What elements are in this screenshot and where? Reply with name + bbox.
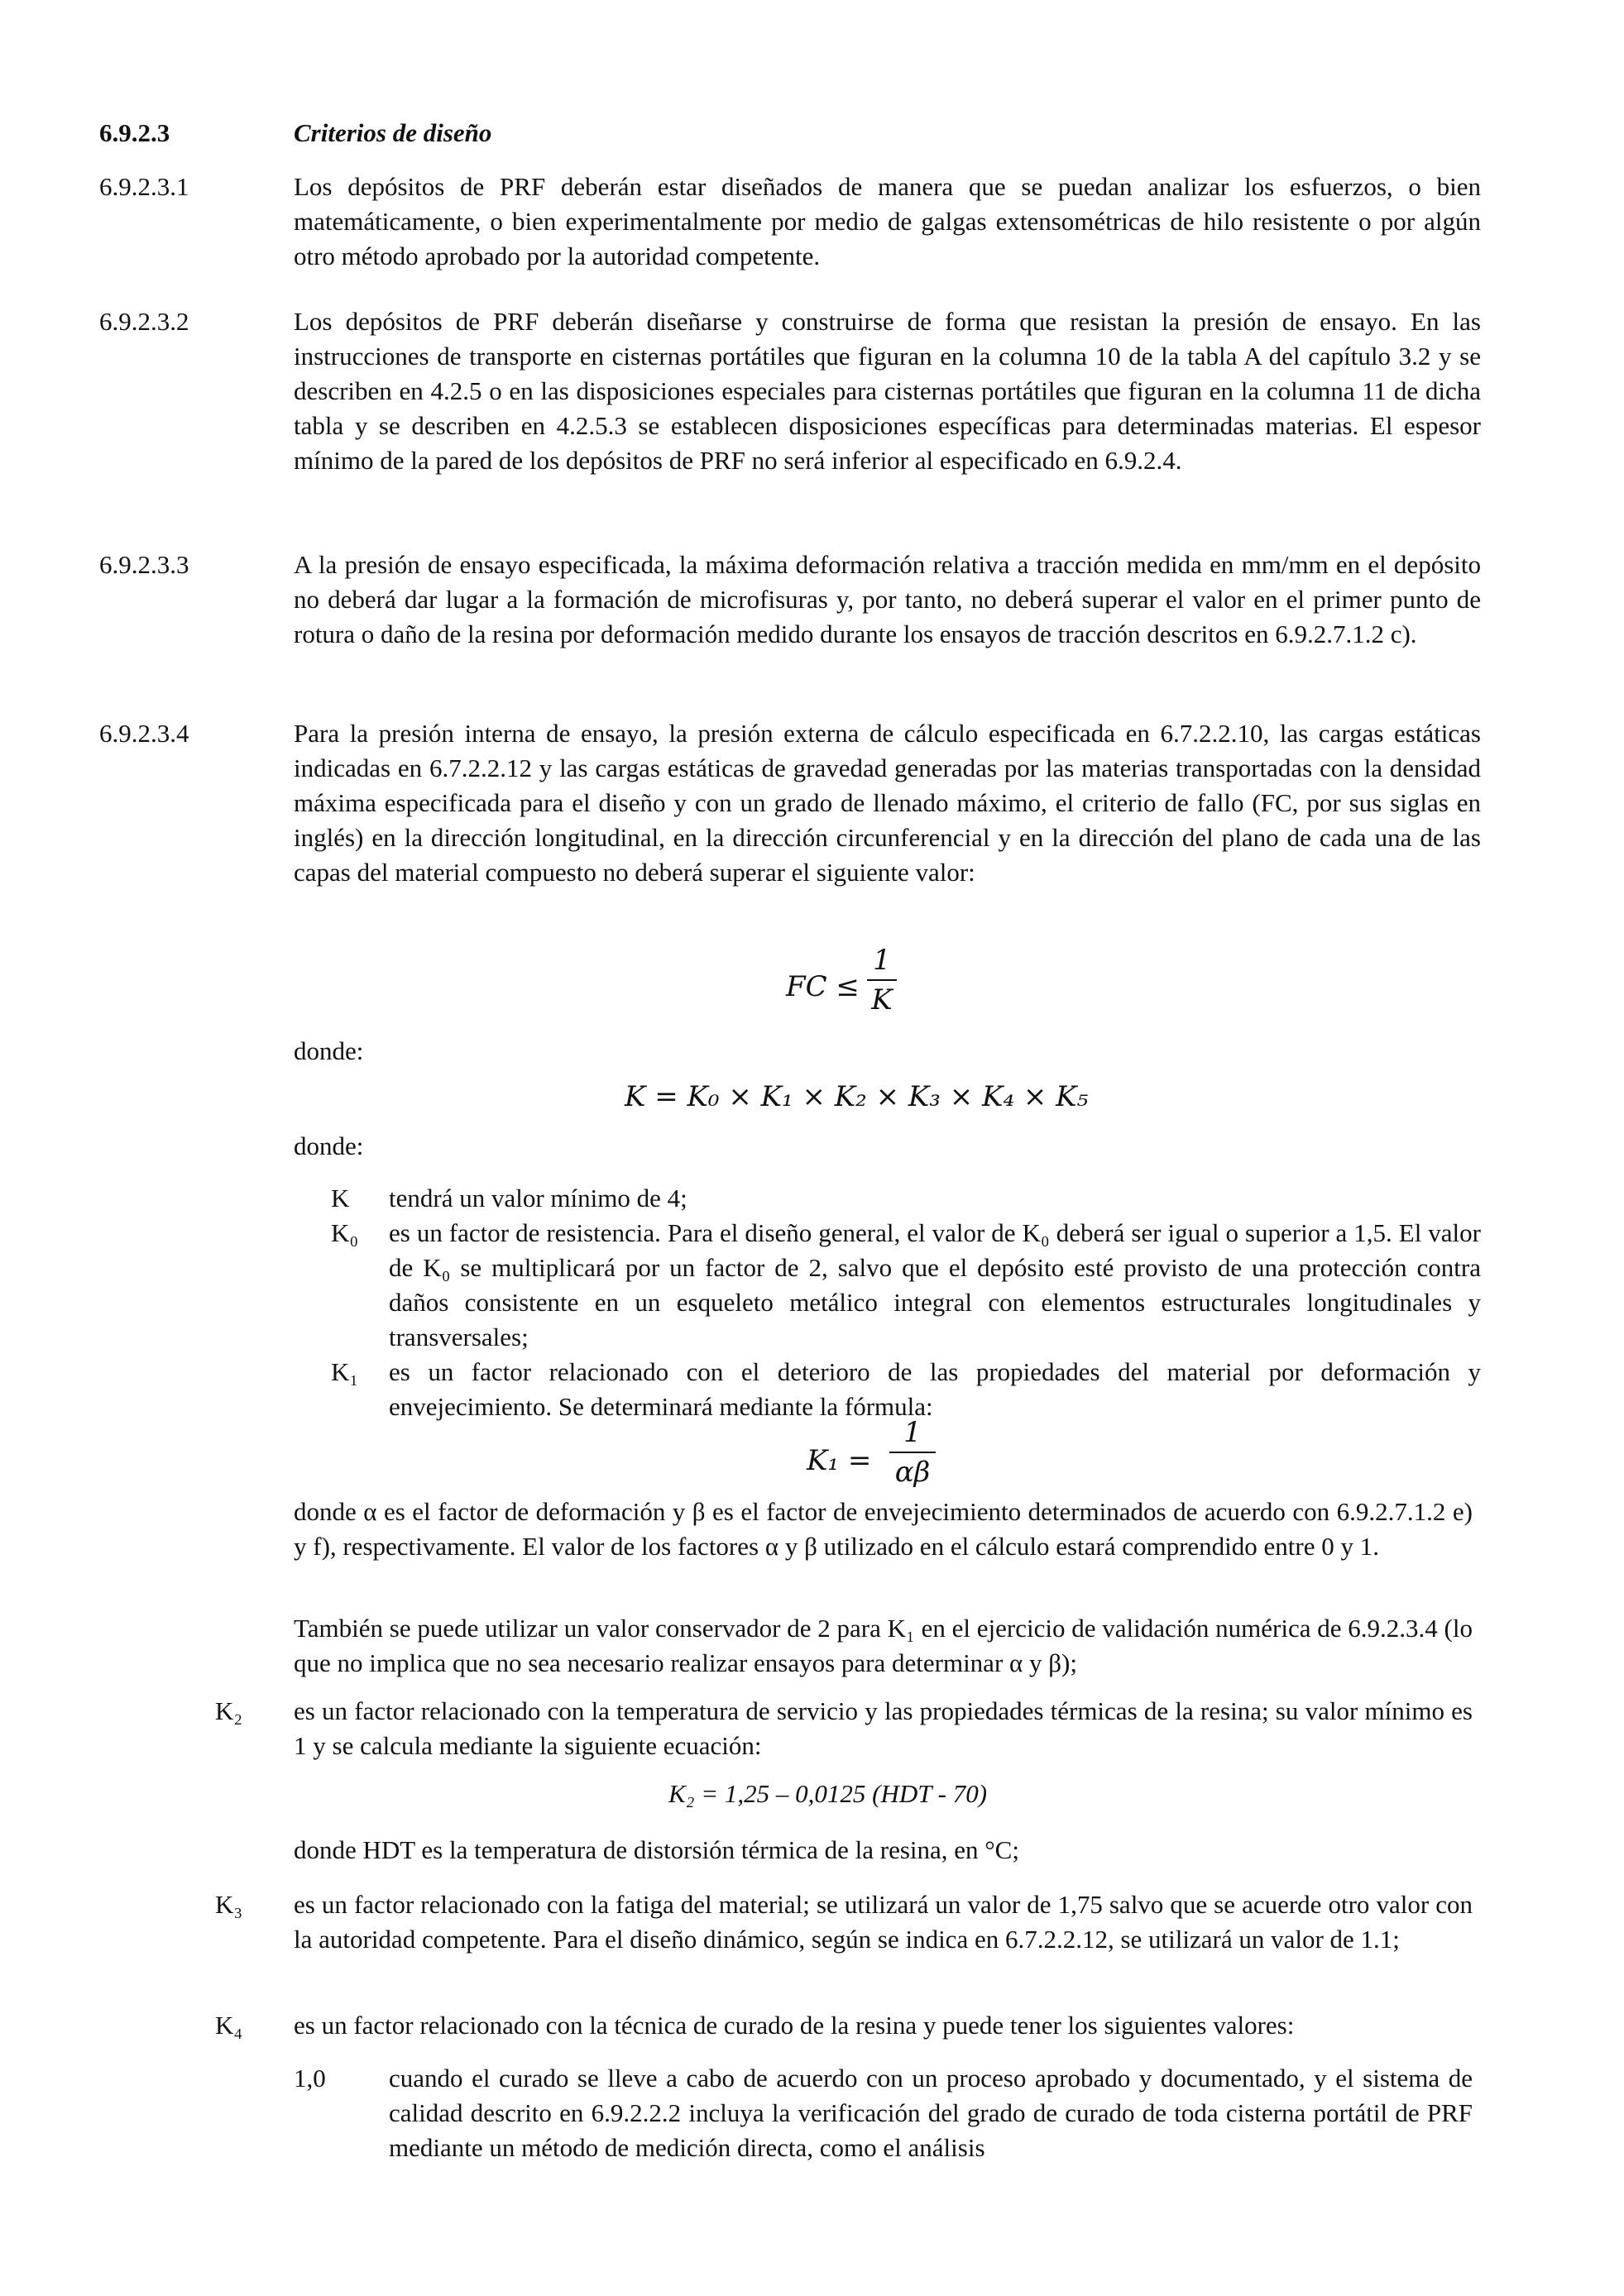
paragraph-text: Para la presión interna de ensayo, la presión externa de cálculo especificada en 6.7.2.2.10, las cargas estáticas indicadas en 6.7.2.2.12 y las cargas estáticas de gravedad generadas por las materias transportadas con la densidad máxima especificada para el diseño y con un grado de llenado máximo, el criterio de fallo (FC, por sus siglas en inglés) en la dirección longitudinal, en la dirección circunferencial y en la dirección del plano de cada una de las capas del material compuesto no deberá superar el siguiente valor:: [294, 719, 1481, 887]
fraction-numerator: 1: [903, 1416, 922, 1449]
formula-fc-lhs: FC ≤: [786, 970, 860, 1003]
paragraph-text: A la presión de ensayo especificada, la máxima deformación relativa a tracción medida en mm/mm en el depósito no deberá dar lugar a la formación de microfisuras y, por tanto, no deberá superar el valor en el primer punto de rotura o daño de la resina por deformación medido durante los ensayos de tracción descritos en 6.9.2.7.1.2 c).: [294, 550, 1481, 648]
fraction-bar: [889, 1452, 936, 1453]
formula-fc-fraction: [867, 943, 897, 1017]
paragraph-number: 6.9.2.3.2: [99, 307, 189, 336]
section-number: 6.9.2.3: [99, 118, 170, 147]
k1-conservative-note: También se puede utilizar un valor conservador de 2 para K₁ en el ejercicio de validación numérica de 6.9.2.3.4 (lo que no implica que no sea necesario realizar ensayos para determinar α y β);: [294, 1614, 1473, 1677]
fraction-bar: [867, 979, 897, 981]
fraction-denominator: αβ: [894, 1456, 931, 1489]
value-term: 1,0: [294, 2064, 326, 2093]
def-term: K₂: [215, 1696, 243, 1725]
fraction-denominator: K: [871, 983, 893, 1016]
def-term: K₀: [331, 1218, 359, 1247]
value-desc: cuando el curado se lleve a cabo de acuerdo con un proceso aprobado y documentado, y el sistema de calidad descrito en 6.9.2.2.2 incluya la verificación del grado de curado de toda cisterna portátil de PRF mediante un método de medición directa, como el análisis: [389, 2064, 1473, 2162]
def-term: K₁: [331, 1357, 359, 1386]
paragraph-number: 6.9.2.3.1: [99, 172, 189, 201]
formula-k2: K₂ = 1,25 – 0,0125 (HDT - 70): [668, 1779, 988, 1808]
formula-k1-lhs: K₁ =: [807, 1444, 872, 1477]
def-desc: tendrá un valor mínimo de 4;: [389, 1184, 687, 1213]
def-desc: es un factor de resistencia. Para el diseño general, el valor de K₀ deberá ser igual o superior a 1,5. El valor de K₀ se multiplicará por un factor de 2, salvo que el depósito esté provisto de una protección contra daños consistente en un esqueleto metálico integral con elementos estructurales longitudinales y transversales;: [389, 1218, 1481, 1351]
donde-label-1: donde:: [294, 1036, 364, 1065]
def-desc: es un factor relacionado con el deterioro de las propiedades del material por deformación y envejecimiento. Se determinará mediante la fórmula:: [389, 1357, 1481, 1421]
paragraph-number: 6.9.2.3.4: [99, 719, 189, 748]
paragraph-number: 6.9.2.3.3: [99, 550, 189, 579]
fraction-numerator: 1: [873, 944, 891, 977]
def-term: K₃: [215, 1890, 243, 1919]
k2-hdt-note: donde HDT es la temperatura de distorsión térmica de la resina, en °C;: [294, 1835, 1019, 1864]
formula-k1-fraction: [889, 1415, 936, 1490]
def-desc: es un factor relacionado con la temperatura de servicio y las propiedades térmicas de la resina; su valor mínimo es 1 y se calcula mediante la siguiente ecuación:: [294, 1696, 1473, 1760]
def-term: K: [331, 1184, 350, 1213]
section-title: Criterios de diseño: [294, 118, 492, 147]
paragraph-text: Los depósitos de PRF deberán diseñarse y construirse de forma que resistan la presión de ensayo. En las instrucciones de transporte en cisternas portátiles que figuran en la columna 10 de la tabla A del capítulo 3.2 y se describen en 4.2.5 o en las disposiciones especiales para cisternas portátiles que figuran en la columna 11 de dicha tabla y se describen en 4.2.5.3 se establecen disposiciones específicas para determinadas materias. El espesor mínimo de la pared de los depósitos de PRF no será inferior al especificado en 6.9.2.4.: [294, 307, 1481, 475]
paragraph-text: Los depósitos de PRF deberán estar diseñados de manera que se puedan analizar los esfuerzos, o bien matemáticamente, o bien experimentalmente por medio de galgas extensométricas de hilo resistente o por algún otro método aprobado por la autoridad competente.: [294, 172, 1481, 270]
def-term: K₄: [215, 2011, 243, 2040]
def-desc: es un factor relacionado con la técnica de curado de la resina y puede tener los siguientes valores:: [294, 2011, 1295, 2040]
formula-k: K = K₀ × K₁ × K₂ × K₃ × K₄ × K₅: [625, 1080, 1089, 1113]
donde-label-2: donde:: [294, 1131, 364, 1160]
k1-explanation: donde α es el factor de deformación y β es el factor de envejecimiento determinados de acuerdo con 6.9.2.7.1.2 e) y f), respectivamente. El valor de los factores α y β utilizado en el cálculo estará comprendido entre 0 y 1.: [294, 1497, 1473, 1561]
def-desc: es un factor relacionado con la fatiga del material; se utilizará un valor de 1,75 salvo que se acuerde otro valor con la autoridad competente. Para el diseño dinámico, según se indica en 6.7.2.2.12, se utilizará un valor de 1.1;: [294, 1890, 1473, 1954]
